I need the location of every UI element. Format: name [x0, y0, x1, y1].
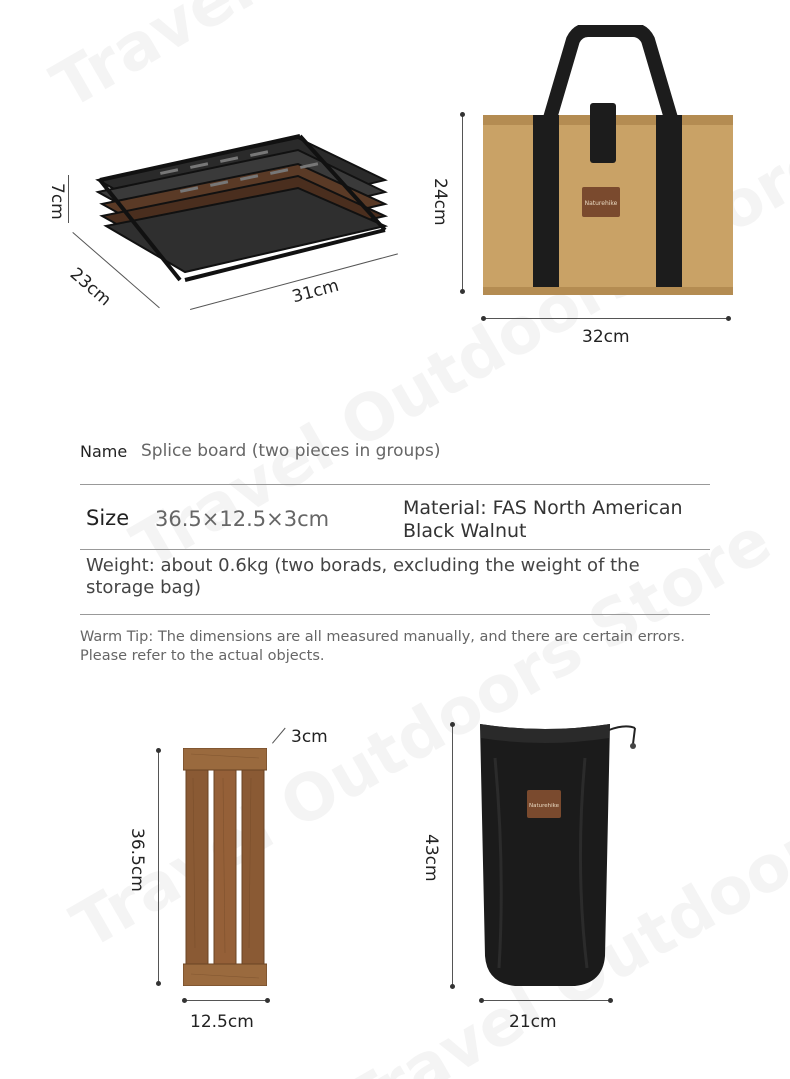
dimension-endcap	[450, 984, 455, 989]
dimension-endcap	[450, 722, 455, 727]
tote-bag-image	[478, 25, 738, 305]
table-depth-label: 23cm	[65, 264, 115, 311]
dimension-endcap	[460, 289, 465, 294]
divider	[80, 484, 710, 485]
board-thickness-dimension-line	[272, 728, 286, 744]
dimension-endcap	[265, 998, 270, 1003]
material-text: Material: FAS North American Black Walnut	[403, 497, 683, 542]
splice-board-image	[183, 748, 267, 986]
bag-height-label: 43cm	[421, 834, 441, 882]
dimension-endcap	[156, 981, 161, 986]
size-value: 36.5×12.5×3cm	[155, 507, 330, 531]
divider	[80, 614, 710, 615]
tote-bag-illustration	[478, 25, 738, 305]
dimension-endcap	[608, 998, 613, 1003]
name-label: Name	[80, 442, 128, 461]
dimension-endcap	[481, 316, 486, 321]
board-thickness-label: 3cm	[291, 727, 328, 747]
table-height-label: 7cm	[47, 183, 67, 220]
tote-logo-text: Naturehike	[584, 200, 618, 207]
board-length-dimension-line	[158, 750, 159, 983]
dimension-endcap	[156, 748, 161, 753]
tote-height-label: 24cm	[430, 178, 450, 226]
bag-logo-text: Naturehike	[528, 803, 560, 809]
warm-tip: Warm Tip: The dimensions are all measured manually, and there are certain errors. Please refer to the actual objects.	[80, 629, 685, 664]
board-length-label: 36.5cm	[127, 828, 147, 892]
dimension-endcap	[460, 112, 465, 117]
tote-width-label: 32cm	[582, 327, 630, 347]
bag-height-dimension-line	[452, 724, 453, 986]
tote-width-dimension-line	[483, 318, 728, 319]
tote-height-dimension-line	[462, 114, 463, 292]
drawstring-bag-image	[475, 718, 643, 990]
size-label: Size	[86, 506, 130, 530]
drawstring-bag-illustration	[475, 718, 643, 990]
weight-text: Weight: about 0.6kg (two borads, excluding the weight of the storage bag)	[86, 555, 640, 598]
name-value: Splice board (two pieces in groups)	[141, 441, 441, 461]
board-width-dimension-line	[184, 1000, 267, 1001]
table-width-label: 31cm	[290, 275, 342, 308]
bag-width-label: 21cm	[509, 1012, 557, 1032]
bag-width-dimension-line	[481, 1000, 610, 1001]
board-width-label: 12.5cm	[190, 1012, 254, 1032]
splice-board-illustration	[183, 748, 267, 986]
height-dimension-line	[68, 175, 69, 223]
divider	[80, 549, 710, 550]
dimension-endcap	[479, 998, 484, 1003]
dimension-endcap	[182, 998, 187, 1003]
dimension-endcap	[726, 316, 731, 321]
